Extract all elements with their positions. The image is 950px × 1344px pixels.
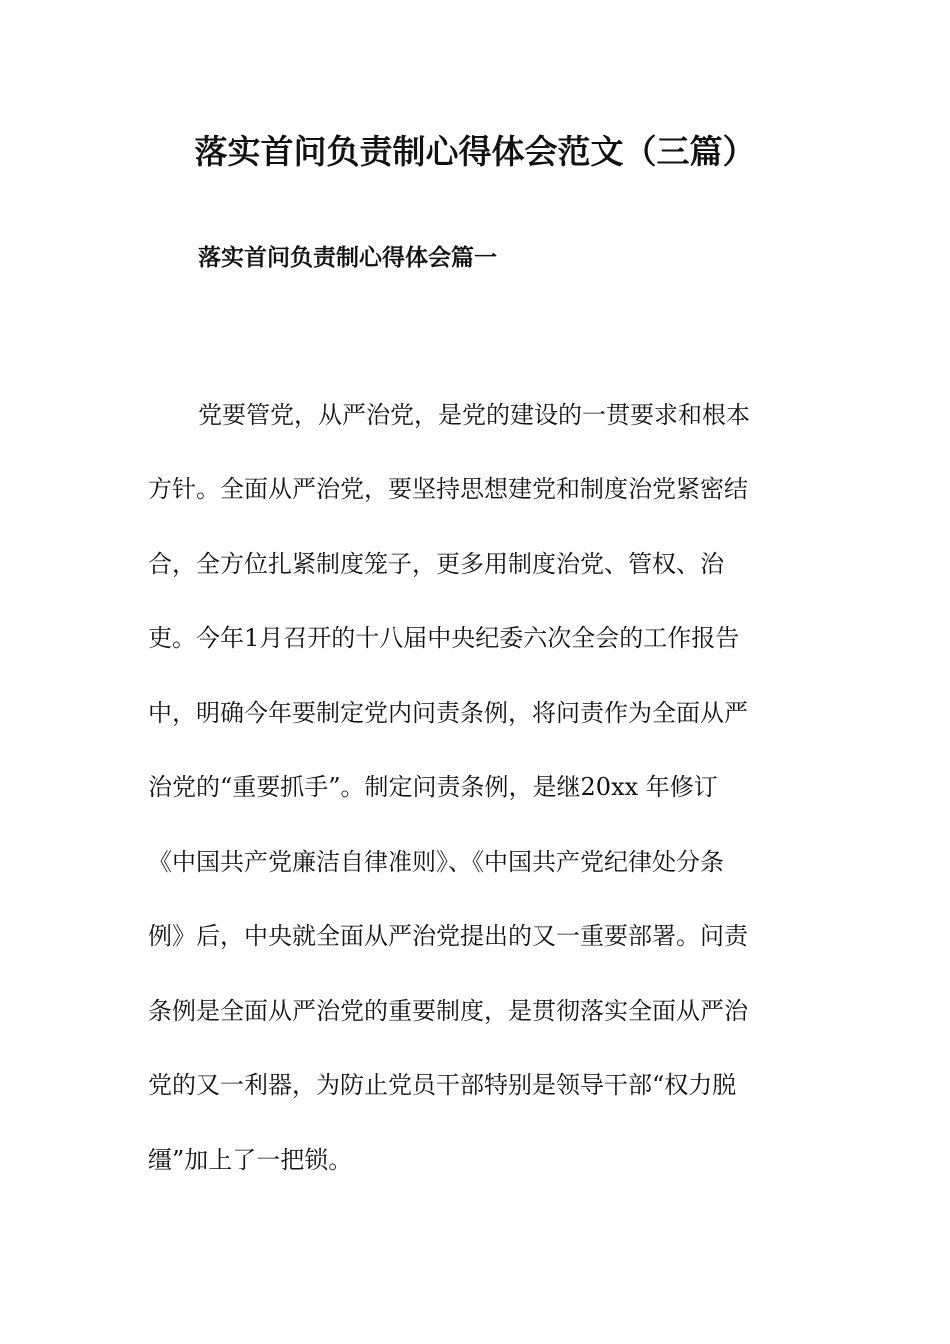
paragraph-line: 条例是全面从严治党的重要制度，是贯彻落实全面从严治 bbox=[148, 997, 748, 1025]
paragraph-line: 中，明确今年要制定党内问责条例，将问责作为全面从严 bbox=[148, 699, 748, 727]
paragraph-line: 缰”加上了一把锁。 bbox=[148, 1146, 353, 1174]
paragraph-line: 例》后，中央就全面从严治党提出的又一重要部署。问责 bbox=[148, 922, 748, 950]
paragraph-line: 合，全方位扎紧制度笼子，更多用制度治党、管权、治 bbox=[148, 550, 724, 578]
paragraph-line: 党的又一利器，为防止党员干部特别是领导干部“权力脱 bbox=[148, 1071, 737, 1099]
paragraph-line: 治党的“重要抓手”。制定问责条例，是继20xx 年修订 bbox=[148, 773, 718, 801]
document-title: 落实首问负责制心得体会范文（三篇） bbox=[194, 132, 756, 171]
paragraph-line: 党要管党，从严治党，是党的建设的一贯要求和根本 bbox=[198, 401, 750, 429]
section-heading: 落实首问负责制心得体会篇一 bbox=[198, 245, 497, 271]
paragraph-line: 方针。全面从严治党，要坚持思想建党和制度治党紧密结 bbox=[148, 475, 748, 503]
paragraph-line: 《中国共产党廉洁自律准则》、《中国共产党纪律处分条 bbox=[148, 848, 724, 876]
paragraph-line: 吏。今年1月召开的十八届中央纪委六次全会的工作报告 bbox=[148, 624, 740, 652]
